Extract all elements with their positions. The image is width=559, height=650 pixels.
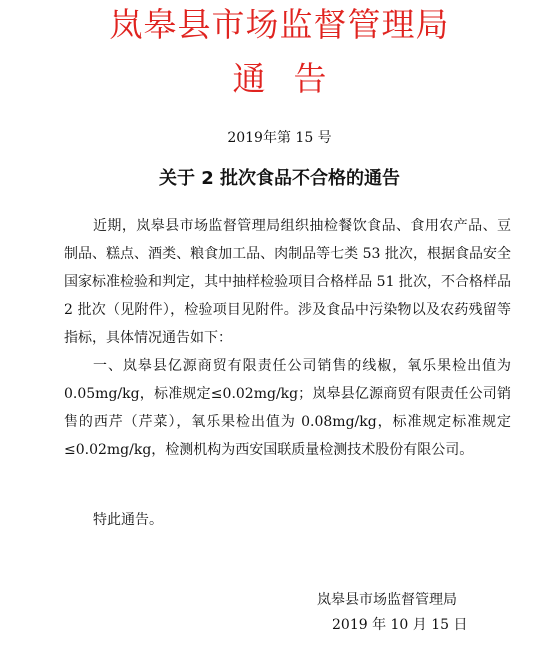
body-paragraph: 一、岚皋县亿源商贸有限责任公司销售的线椒，氧乐果检出值为 0.05mg/kg，标准规定≤0.02mg/kg；岚皋县亿源商贸有限责任公司销售的西芹（芹菜），氧乐果检出值为 0.08mg/kg，标准规定标准规定≤0.02mg/kg，检测机构为西安国联质量检测技术股份有限公司。 — [64, 358, 511, 458]
notice-body — [64, 212, 511, 464]
doc-number: 2019年第 15 号 — [227, 130, 332, 146]
body-paragraph: 近期，岚皋县市场监督管理局组织抽检餐饮食品、食用农产品、豆制品、糕点、酒类、粮食加工品、肉制品等七类 53 批次，根据食品安全国家标准检验和判定，其中抽样检验项目合格样品 51 批次，不合格样品 2 批次（见附件），检验项目见附件。涉及食品中污染物以及农药残留等指标，具体情况通告如下： — [64, 218, 511, 346]
signature-org: 岚皋县市场监督管理局 — [317, 592, 457, 608]
closing-text: 特此通告。 — [93, 512, 163, 528]
signature-date: 2019 年 10 月 15 日 — [332, 617, 468, 633]
notice-title: 关于 2 批次食品不合格的通告 — [158, 168, 401, 189]
org-title: 岚皋县市场监督管理局 — [109, 5, 450, 44]
doc-type-title: 通告 — [232, 59, 355, 98]
